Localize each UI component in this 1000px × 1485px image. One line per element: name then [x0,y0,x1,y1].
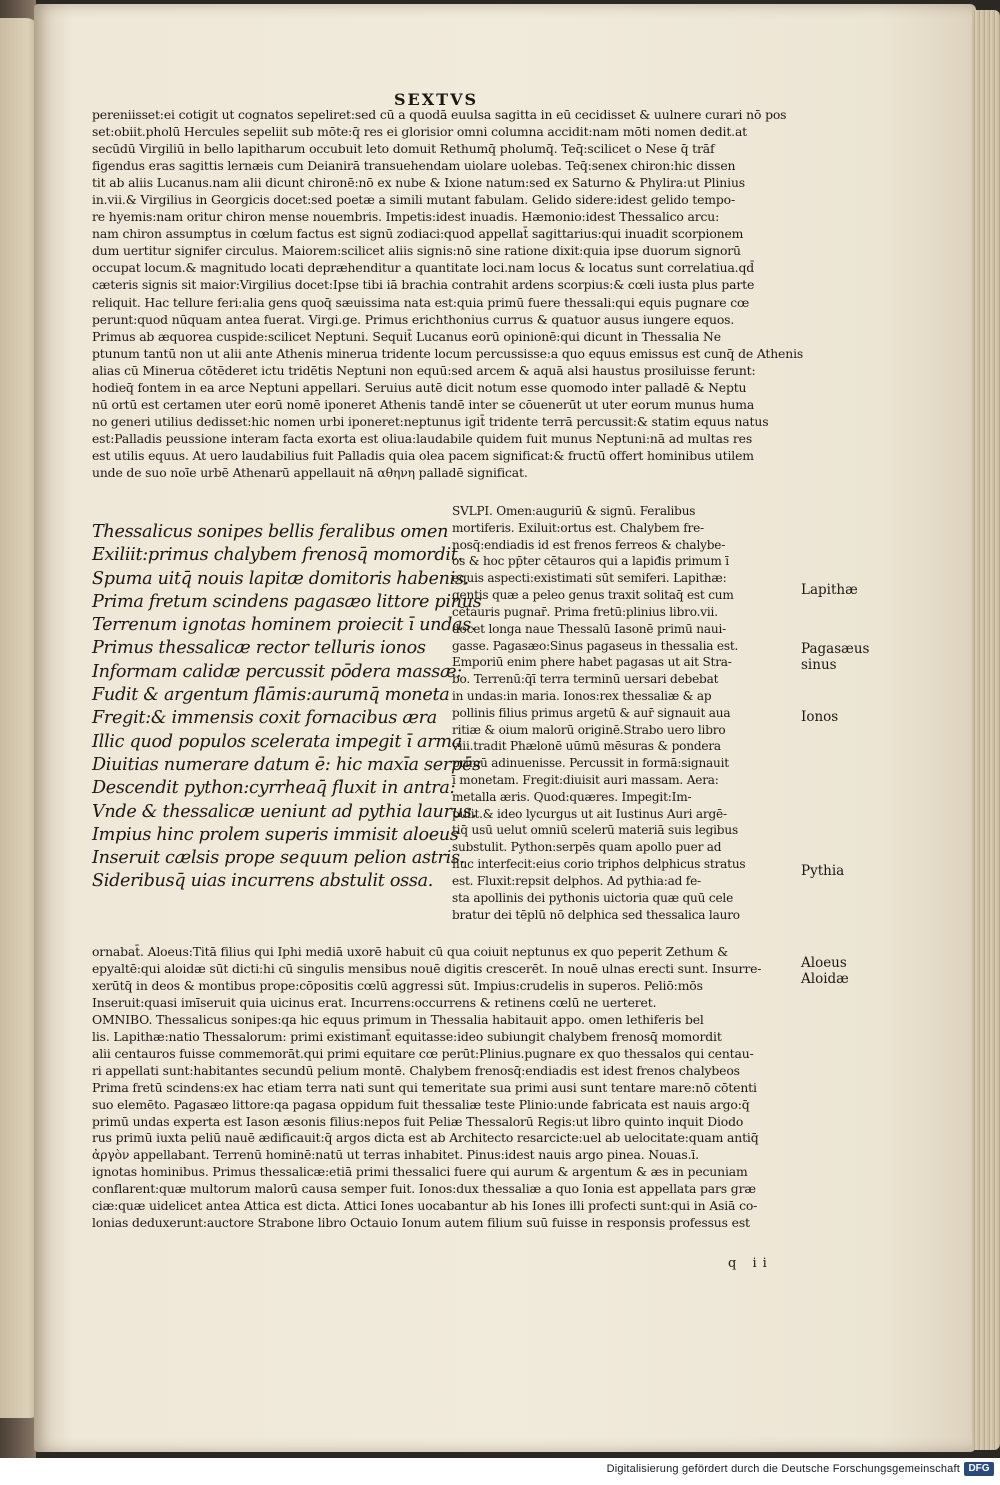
commentary-line: tit ab aliis Lucanus.nam alii dicunt chironē:nō ex nube & Ixione natum:sed ex Saturno & Phylira:ut Plinius [92,175,745,191]
commentary-line: ritiæ & oium malorū originē.Strabo uero libro [452,722,726,737]
commentary-line: docet longa naue Thessalū Iasonē primū naui- [452,621,727,636]
commentary-line: equis aspecti:existimati sūt semiferi. Lapithæ: [452,571,727,586]
commentary-line: pollinis filius primus argetū & aur̄ signauit aua [452,705,731,720]
verse-line: Primus thessalicæ rector telluris ionos [92,638,426,659]
verse-line: Thessalicus sonipes bellis feralibus omen [92,522,449,542]
commentary-line: rus primū iuxta peliū nauē ædificauit:q̄ argos dicta est ab Architecto resarcicte:uel ab uelocitate:quam antiq̄ [92,1130,759,1146]
commentary-line: primū adinuenisse. Percussit in formā:signauit [452,756,729,771]
commentary-line: ri appellati sunt:habitantes secundū pelium montē. Chalybem frenosq̄:endiadis est idest frenos chalybeos [92,1062,740,1078]
commentary-line: alii centauros fuisse commemorāt.qui primi equitare cœ perūt:Plinius.pugnare ex quo thessalos qui centau- [92,1045,754,1061]
commentary-line: lis. Lapithæ:natio Thessalorum: primi existimant̄ equitasse:ideo subiungit chalybem frenosq̄ momordit [92,1028,722,1044]
commentary-line: nū ortū est certamen uter eorū nomē iponeret Athenis tandē inter se cōuenerūt ut uter eorum munus huma [92,396,755,412]
verse-line: Fudit & argentum flāmis:aurumq̄ moneta [92,685,450,706]
commentary-line: hodieq̄ fontem in ea arce Neptuni appellari. Seruius autē dicit notum esse quomodo inter palladē & Neptu [92,379,747,395]
verse-line: Terrenum ignotas hominem proiecit ī undas. [92,615,477,636]
gloss-line: Ionos [801,709,839,725]
commentary-line: mortiferis. Exiluit:ortus est. Chalybem fre- [452,520,704,535]
commentary-line: est:Palladis peussione interam facta exorta est oliua:laudabile quidem fuit munus Neptuni:nā ad multas res [92,430,753,446]
commentary-line: figendus eras sagittis lernæis cum Deianirā transuehendam uiolare uolebas. Teq̄:senex chiron:hic dissen [92,158,736,174]
commentary-line: bratur dei tēplū nō delphica sed thessalica lauro [452,907,740,922]
commentary-line: pulit.& ideo lycurgus ut ait Iustinus Auri argē- [452,806,727,821]
commentary-line: Prima fretū scindens:ex hac etiam terra nati sunt qui temeritate sua primi ausi sunt tentare mare:nō cōtenti [92,1079,757,1095]
commentary-line: ignotas hominibus. Primus thessalicæ:etiā primi thessalici fuere qui aurum & argentum & æs in pecuniam [92,1164,748,1180]
commentary-line: perunt:quod nūquam antea fuerat. Virgi.ge. Primus erichthonius currus & quatuor ausus iungere equos. [92,311,735,327]
commentary-line: no generi utilius dedisset:hic nomen urbi iponeret:neptunus igit̄ tridente terrā percussit:& statim equus natus [92,413,769,429]
commentary-line: bo. Terrenū:q̄ī terra terminū uersari debebat [452,672,719,687]
footer-credit: Digitalisierung gefördert durch die Deutsche Forschungsgemeinschaft [606,1463,960,1475]
commentary-line: pereniisset:ei cotigit ut cognatos sepeliret:sed cū a quodā euulsa sagitta in eū cecidisset & uulnere curari nō pos [92,107,787,122]
commentary-line: metalla æris. Quod:quæres. Impegit:Im- [452,789,692,804]
verse-line: Vnde & thessalicæ ueniunt ad pythia laurus. [92,801,477,822]
verse-text [92,521,481,894]
verse-line: Inseruit cælsis prope sequum pelion astris. [92,848,466,869]
verse-line: Exiliit:primus chalybem frenosq̄ momordit. [92,545,463,566]
commentary-line: lonias deduxerunt:auctore Strabone libro Octauio Ionum autem filium suū fuisse in responsis professus est [92,1215,750,1231]
commentary-line: sta apollinis dei pythonis uictoria quæ quū cele [452,890,734,905]
commentary-line: nosq̄:endiadis id est frenos ferreos & chalybe- [452,537,726,552]
commentary-line: tiq̄ usū uelut omniū scelerū materiā suis legibus [452,823,738,838]
commentary-line: epyaltē:qui aloidæ sūt dicti:hi cū singulis mensibus nouē digitis crescerēt. In nouē ulnas erecti sunt. Insurre- [92,960,762,976]
commentary-line: substulit. Python:serpēs quam apollo puer ad [452,840,722,855]
commentary-line: ī monetam. Fregit:diuisit auri massam. Aera: [452,773,719,787]
commentary-line: reliquit. Hac tellure feri:alia gens quoq̄ sæuissima nata est:quia primū fuere thessali:qui equis pugnare cœ [92,294,750,310]
commentary-line: in undas:in maria. Ionos:rex thessaliæ & ap [452,688,712,703]
commentary-line: huc interfecit:eius corio triphos delphicus stratus [452,857,746,872]
verse-line: Impius hinc prolem superis immisit aloeus [92,824,459,845]
commentary-right-column [452,503,745,923]
commentary-line: alias cū Minerua cōtēderet ictu tridētis Neptuni non equū:sed arcem & aquā alsi haustus prosiluisse ferunt: [92,362,756,378]
gloss-line: Aloidæ [801,971,849,987]
commentary-line: Inseruit:quasi imīseruit quia uicinus erat. Incurrens:occurrens & retinens cœlū ne uerteret. [92,994,657,1010]
marginal-gloss-pythia [801,863,844,879]
commentary-line: Primus ab æquorea cuspide:scilicet Neptuni. Sequit̄ Lucanus eorū opinionē:qui dicunt in Thessalia Ne [92,328,721,344]
commentary-line: conflarent:quæ multorum malorū causa semper fuit. Ionos:dux thessaliæ a quo Ionia est appellata pars græ [92,1181,756,1197]
dfg-logo: DFG [964,1462,994,1476]
commentary-line: ptunum tantū non ut alii ante Athenis minerua tridente locum percussisse:a quo equus emissus est cunq̄ de Athenis [92,345,804,361]
commentary-line: ἀργὸν appellabant. Terrenū hominē:natū ut terras inhabitet. Pinus:idest nauis argo pinea. Nouas.ī. [92,1147,699,1163]
commentary-line: ornabat̄. Aloeus:Titā filius qui Iphi mediā uxorē habuit cū qua coiuit neptunus ex quo peperit Zethum & [92,944,729,959]
verse-line: Diuitias numerare datum ē: hic maxīa serpēs [92,754,481,775]
commentary-bottom [92,944,761,1232]
marginal-gloss-aloeus [801,955,849,987]
commentary-line: est. Fluxit:repsit delphos. Ad pythia:ad fe- [452,873,701,888]
verse-line: Prima fretum scindens pagasæo littore pinus [92,591,482,612]
commentary-line: SVLPI. Omen:auguriū & signū. Feralibus [452,504,696,518]
commentary-line: ciæ:quæ uidelicet antea Attica est dicta. Attici Iones uocabantur ab his Iones illi profecti sunt:qui in Asiā co- [92,1198,758,1214]
commentary-line: xerūtq̄ in deos & montibus prope:cōpositis cœlū aggressi sūt. Impius:crudelis in superos. Peliō:mōs [92,977,703,993]
verse-line: Descendit python:cyrrheaq̄ fluxit in antra: [92,778,456,799]
commentary-line: cētauris pugnar̄. Prima fretū:plinius libro.vii. [452,604,718,619]
page-fore-edge [972,10,1000,1450]
commentary-line: suo elemēto. Pagasæo littore:qa pagasa oppidum fuit thessaliæ teste Plinio:unde fabricata est nauis argo:q̄ [92,1096,750,1112]
running-head: SEXTVS [394,90,479,109]
verse-line: Spuma uitq̄ nouis lapitæ domitoris habenis. [92,568,469,589]
verse-line: Fregit:& immensis coxit fornacibus æra [92,708,437,729]
commentary-line: set:obiit.pholū Hercules sepeliit sub mōte:q̄ res ei glorisior omni columna accidit:nam mōti nomen dedit.at [92,124,748,140]
signature-mark: q ii [728,1256,773,1271]
commentary-line: primū undas experta est Iason æsonis filius:nepos fuit Peliæ Thessalorū Regis:ut libro quinto inquit Diodo [92,1113,744,1129]
marginal-gloss-ionos [801,709,838,725]
gloss-line: Pagasæus [801,641,870,657]
commentary-line: est utilis equus. At uero laudabilius fuit Palladis quia olea pacem significat:& fructū offert hominibus utilem [92,447,754,463]
commentary-line: gasse. Pagasæo:Sinus pagaseus in thessalia est. [452,638,739,653]
gloss-line: Pythia [801,863,845,879]
commentary-line: unde de suo noīe urbē Athenarū appellauit nā αθηνη palladē significat. [92,464,528,480]
commentary-line: OMNIBO. Thessalicus sonipes:qa hic equus primum in Thessalia habitauit appo. omen lethiferis bel [92,1011,704,1027]
commentary-line: os & hoc pp̄ter cētauros qui a lapiđis primum ī [452,554,729,569]
commentary-line: secūdū Virgiliū in bello lapitharum occubuit leto domuit Rethumq̄ pholumq̄. Teq̄:scilicet o Nese q̄ trāf [92,141,715,157]
marginal-gloss-lapithae [801,582,858,598]
verse-line: Illic quod populos scelerata impegit ī arma [92,731,462,752]
commentary-line: dum uertitur signifer circulus. Maiorem:scilicet aliis signis:nō sine ratione dixit:quia ipse duorum signorū [92,243,741,259]
verse-line: Sideribusq̄ uias incurrens abstulit ossa. [92,871,434,892]
commentary-line: re hyemis:nam oritur chiron mense nouembris. Impetis:idest inuadis. Hæmonio:idest Thessalico arcu: [92,209,720,225]
commentary-top [92,106,803,481]
gloss-line: Lapithæ [801,582,858,598]
commentary-line: Emporiū enim phere habet pagasas ut ait Stra- [452,655,732,670]
commentary-line: nam chiron assumptus in cœlum factus est signū zodiaci:quod appellat̄ sagittarius:qui inuadit scorpionem [92,226,744,242]
commentary-line: occupat locum.& magnitudo locati depræhenditur a quantitate loci.nam locus & locatus sunt correlatiua.qd̄ [92,260,755,276]
gloss-line: Aloeus [801,955,847,971]
marginal-gloss-pagasaeus [801,641,869,673]
verse-line: Informam calidæ percussit pōdera massæ: [92,661,462,682]
gloss-line: sinus [801,657,837,673]
commentary-line: viii.tradit Phælonē uūmū mēsuras & pondera [452,739,721,754]
commentary-line: in.vii.& Virgilius in Georgicis docet:sed poetæ a simili mutant fabulam. Gelido sidere:idest gelido tempo- [92,192,736,208]
commentary-line: gentis quæ a peleo genus traxit solitaq̄ est cum [452,588,734,603]
commentary-line: cæteris signis sit maior:Virgilius docet:Ipse tibi iā brachia contrahit ardens scorpius:& cœli iusta plus parte [92,277,755,293]
